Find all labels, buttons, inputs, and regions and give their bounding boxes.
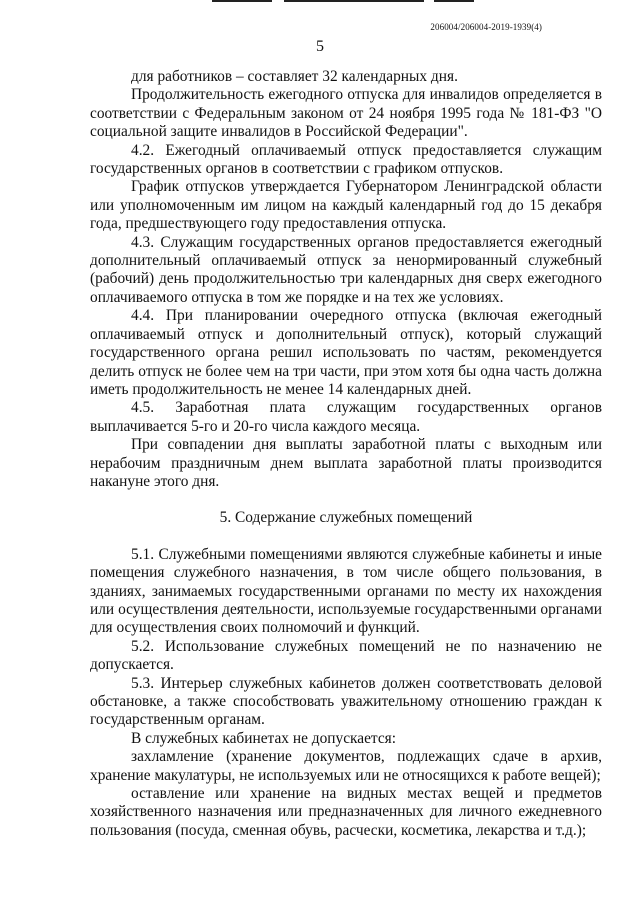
paragraph: При совпадении дня выплаты заработной платы с выходным или нерабочим праздничным днем выплата заработной платы производится накануне этого дня. <box>90 436 602 490</box>
page-number: 5 <box>316 38 324 55</box>
document-body <box>90 68 602 840</box>
paragraph: В служебных кабинетах не допускается: <box>131 729 397 747</box>
paragraph: 5.3. Интерьер служебных кабинетов должен соответствовать деловой обстановке, а также способствовать уважительному отношению граждан к государственным органам. <box>90 674 602 729</box>
paragraph: График отпусков утверждается Губернатором Ленинградской области или уполномоченным им лицом на каждый календарный год до 15 декабря года, предшествующего году предоставления отпуска. <box>90 178 602 233</box>
paragraph: 5.2. Использование служебных помещений не по назначению не допускается. <box>90 637 602 674</box>
list-item: оставление или хранение на видных местах вещей и предметов хозяйственного назначения или предназначенных для личного ежедневного пользования (посуда, сменная обувь, расчески, косметика, лекарства и т.д.); <box>90 785 602 839</box>
paragraph: для работников – составляет 32 календарных дня. <box>131 68 458 85</box>
paragraph: Продолжительность ежегодного отпуска для инвалидов определяется в соответствии с Федеральным законом от 24 ноября 1995 года № 181-ФЗ "О социальной защите инвалидов в Российской Федерации". <box>90 86 602 141</box>
scan-artifact-rule <box>434 0 474 2</box>
paragraph: 5.1. Служебными помещениями являются служебные кабинеты и иные помещения служебного назначения, в том числе общего пользования, в зданиях, занимаемых государственными органами по месту их нахождения или осуществления деятельности, используемые государственными органами для осуществления своих полномочий и функций. <box>90 545 602 637</box>
scan-artifact-rule <box>284 0 424 2</box>
paragraph: 4.2. Ежегодный оплачиваемый отпуск предоставляется служащим государственных органов в соответствии с графиком отпусков. <box>90 141 602 178</box>
paragraph: 4.5. Заработная плата служащим государственных органов выплачивается 5-го и 20-го числа каждого месяца. <box>90 399 602 435</box>
document-id: 206004/206004-2019-1939(4) <box>430 22 542 32</box>
scan-artifact-rule <box>212 0 272 2</box>
list-item: захламление (хранение документов, подлежащих сдаче в архив, хранение макулатуры, не используемых или не относящихся к работе вещей); <box>90 748 602 784</box>
section-title: 5. Содержание служебных помещений <box>219 509 473 527</box>
paragraph: 4.3. Служащим государственных органов предоставляется ежегодный дополнительный оплачиваемый отпуск за ненормированный служебный (рабочий) день продолжительностью три календарных дня сверх ежегодного оплачиваемого отпуска в том же порядке и на тех же условиях. <box>90 233 602 306</box>
paragraph: 4.4. При планировании очередного отпуска (включая ежегодный оплачиваемый отпуск и дополнительный отпуск), который служащий государственного органа решил использовать по частям, рекомендуется делить отпуск не более чем на три части, при этом хотя бы одна часть должна иметь продолжительность не менее 14 календарных дней. <box>90 307 602 398</box>
